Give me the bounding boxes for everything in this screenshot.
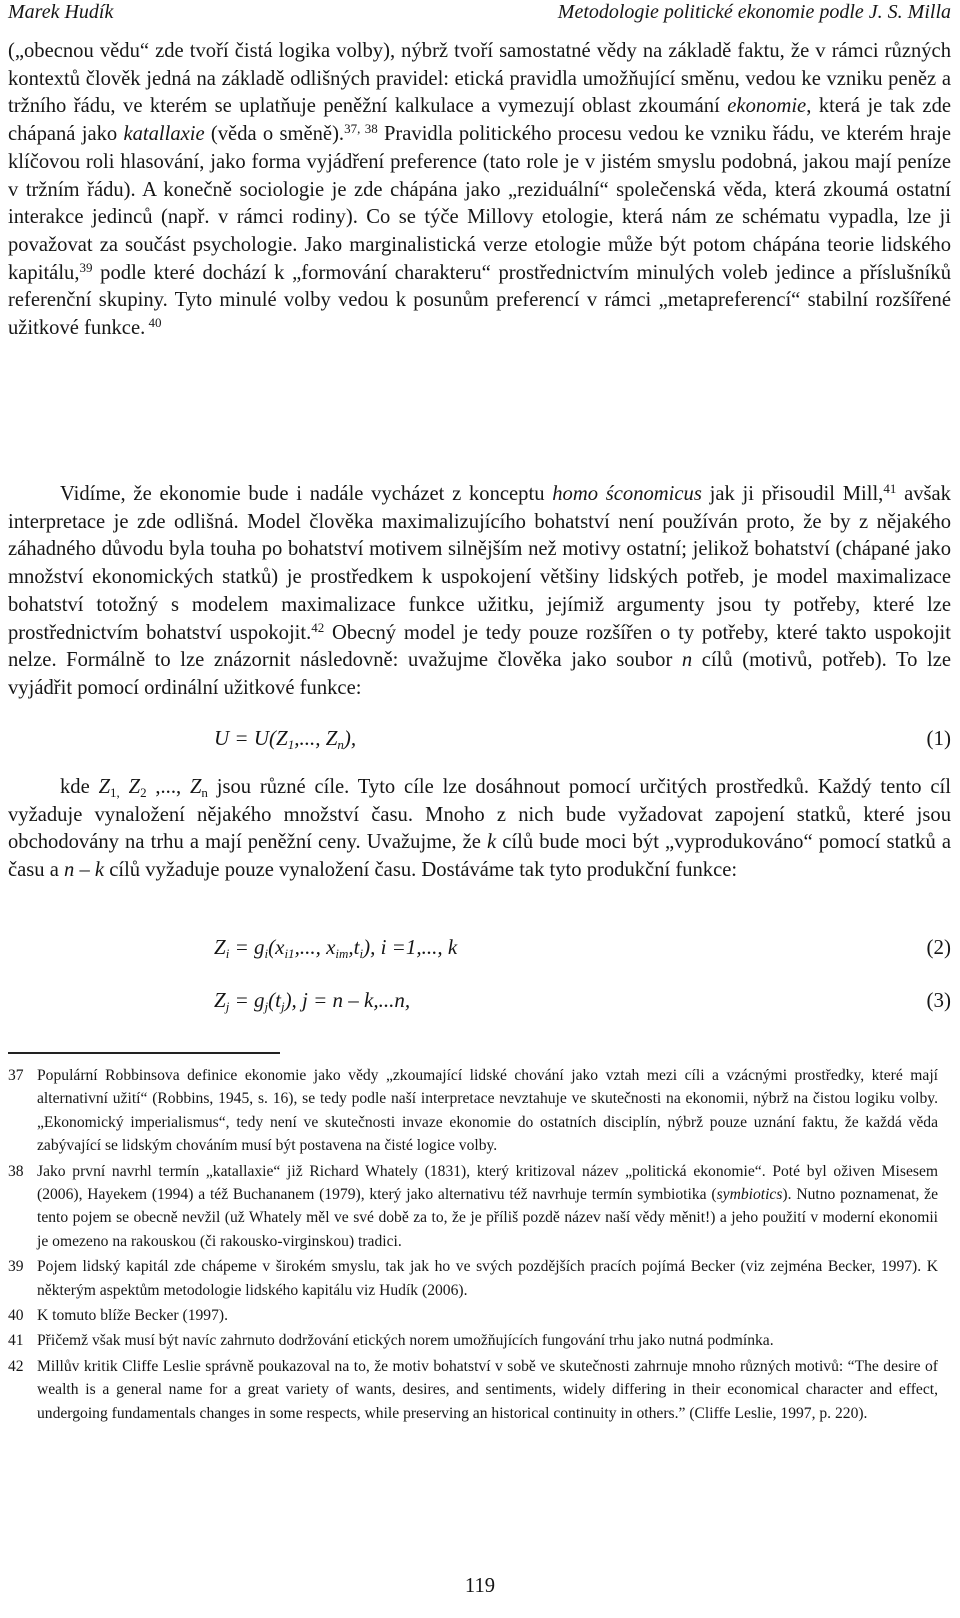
equation-3-formula xyxy=(214,985,410,1015)
eq-subscript: j xyxy=(225,998,230,1014)
math-var: Z xyxy=(98,776,111,798)
text-segment: jsou různé cíle. Tyto cíle lze dosáhnout pomocí určitých prostředků. Každý tento cíl vyžaduje vynaložení nějakého množství času. Mnoho z nich bude vyžadovat zapojení statků, které jsou obchodovány na trhu a mají peněžní ceny. Uvažujme, že xyxy=(8,776,951,854)
math-subscript: n xyxy=(201,784,208,800)
footnote-number: 40 xyxy=(8,1307,24,1325)
eq-part: U = U(Z xyxy=(214,726,288,750)
eq-part: (x xyxy=(268,935,285,959)
equation-1-number: (1) xyxy=(926,726,951,750)
eq-part: Z xyxy=(214,988,226,1012)
text-segment: (věda o směně). xyxy=(204,123,345,146)
text-segment: ). Nutno poznamenat, že tento pojem se obecně nevžil (už Whately měl ve své době za to, že je příliš pozdě název naší vědy měnit!) a jeho použití v moderní ekonomii je omezeno na rakouskou (či rakousko-virginskou) tradici. xyxy=(37,1186,938,1250)
footnote-38 xyxy=(8,1160,938,1254)
footnote-ref[interactable]: 37, 38 xyxy=(344,120,378,136)
text-segment: Pravidla politického procesu vedou ke vzniku řádu, ve kterém hraje klíčovou roli hlasování, jako forma vyjádření preference (tato role je v jistém smyslu podobná, jakou mají peníze v tržním řádu). A konečně sociologie je zde chápána jako „reziduální“ společenská věda, která zkoumá ostatní interakce jedinců (např. v rámci rodiny). Co se týče Millovy etologie, která nám ze schématu vypadla, lze ji považovat za součást psychologie. Jako marginalistická verze etologie může být potom chápána teorie lidského kapitálu, xyxy=(8,123,951,284)
math-var: Z xyxy=(119,776,141,798)
footnote-37 xyxy=(8,1064,938,1158)
eq-subscript: i1 xyxy=(284,945,295,961)
footnote-text: Přičemž však musí být navíc zahrnuto dodržování etických norem umožňujících fungování trhu jako nutná podmínka. xyxy=(37,1332,774,1350)
footnote-text: Millův kritik Cliffe Leslie správně poukazoval na to, že motiv bohatství v sobě ve skutečnosti zahrnuje mnoho různých motivů: “The desire of wealth is a general name for a great variety of wants, desires, and sentiments, widely differing in their economical character and effect, undergoing fundamentals changes in some respects, while preserving an historical continuity in others.” (Cliffe Leslie, 1997, p. 220). xyxy=(37,1357,938,1422)
eq-subscript: j xyxy=(264,998,269,1014)
body-paragraph-1 xyxy=(8,38,951,343)
footnote-number: 37 xyxy=(8,1067,24,1084)
body-paragraph-2 xyxy=(8,481,951,703)
eq-part: ,..., x xyxy=(294,935,336,959)
eq-part: ), i =1,..., k xyxy=(363,935,458,959)
italic-term: homo śconomicus xyxy=(552,483,702,505)
footnote-ref[interactable]: 41 xyxy=(883,480,897,496)
page-number: 119 xyxy=(464,1575,496,1597)
footnote-ref[interactable]: 42 xyxy=(311,619,325,635)
running-header xyxy=(8,0,951,26)
eq-subscript: 1 xyxy=(287,736,295,752)
math-var: Z xyxy=(189,776,202,798)
eq-part: ,..., Z xyxy=(294,726,338,750)
footnote-text: Populární Robbinsova definice ekonomie jako vědy „zkoumající lidské chování jako vztah mezi cíli a vzácnými prostředky, které mají alternativní užití“ (Robbins, 1945, s. 16), se tedy podle naší interpretace nevztahuje ve skutečnosti na ekonomii, nýbrž na čistou logiku volby. „Ekonomický imperialismus“, tedy není ve skutečnosti invaze ekonomie do ostatních disciplín, nýbrž pouze uznání faktu, že každá věda zabývající se lidským chováním musí být postavena na čisté logice volby. xyxy=(37,1067,938,1155)
eq-subscript: n xyxy=(337,736,344,752)
footnotes xyxy=(8,1064,938,1427)
footnote-42 xyxy=(8,1355,938,1425)
footnote-40 xyxy=(8,1304,938,1327)
footnote-number: 39 xyxy=(8,1258,24,1276)
math-subscript: 1, xyxy=(110,784,120,800)
eq-subscript: i xyxy=(225,945,230,961)
equation-2 xyxy=(0,932,951,966)
equation-3-number: (3) xyxy=(926,988,951,1012)
text-segment: jak ji přisoudil Mill, xyxy=(701,483,884,505)
footnote-number: 41 xyxy=(8,1332,24,1350)
footnote-number: 42 xyxy=(8,1357,24,1375)
header-title: Metodologie politické ekonomie podle J. S. Milla xyxy=(557,1,951,23)
footnote-ref[interactable]: 39 xyxy=(79,259,93,275)
italic-term: katallaxie xyxy=(123,123,205,146)
eq-part: ,t xyxy=(348,935,360,959)
eq-part: ), j = n – k,...n, xyxy=(284,988,411,1012)
footnote-text: Pojem lidský kapitál zde chápeme v širokém smyslu, tak jak ho ve svých pozdějších pracích pojímá Becker (viz zejména Becker, 1997). K některým aspektům metodologie lidského kapitálu viz Hudík (2006). xyxy=(37,1258,938,1299)
text-segment: Jako první navrhl termín „katallaxie“ již Richard Whately (1831), který kritizoval název „politická ekonomie“. Poté byl oživen Misesem (2006), Hayekem (1994) a též Buchananem (1979), který jako alternativu též navrhuje termín symbiotika ( xyxy=(37,1162,938,1204)
footnote-text: K tomuto blíže Becker (1997). xyxy=(37,1307,228,1325)
eq-subscript: i xyxy=(359,945,364,961)
text-segment: cílů (motivů, potřeb). To lze vyjádřit pomocí ordinální užitkové funkce: xyxy=(8,649,951,699)
text-segment: Obecný model je tedy pouze rozšířen o ty potřeby, které takto uspokojit nelze. Formálně to lze znázornit následovně: uvažujme člověka jako soubor xyxy=(8,621,951,672)
equation-2-formula xyxy=(214,932,457,962)
text-segment: kde xyxy=(60,776,99,798)
equation-2-number: (2) xyxy=(926,935,951,959)
text-segment: ,..., xyxy=(146,776,190,798)
footnote-ref[interactable]: 40 xyxy=(145,314,162,330)
text-segment: („obecnou vědu“ zde tvoří čistá logika volby), nýbrž tvoří samostatné vědy na základě faktu, že v rámci různých kontextů člověk jedná na základě odlišných pravidel: etická pravidla umožňující směnu, vedou ke vzniku peněz a tržního řádu, ve kterém se uplatňuje peněžní kalkulace a vymezují oblast zkoumání xyxy=(8,40,951,118)
header-author: Marek Hudík xyxy=(8,1,114,23)
eq-subscript: j xyxy=(280,998,285,1014)
italic-term: n xyxy=(681,649,693,672)
equation-1-formula xyxy=(214,723,356,753)
math-var: n – k xyxy=(64,859,105,882)
eq-part: ), xyxy=(343,726,357,750)
text-segment: podle které dochází k „formování charakteru“ prostřednictvím minulých voleb jedince a příslušníků referenční skupiny. Tyto minulé volby vedou k posunům preferencí v rámci „metapreferencí“ stabilní rozšířené užitkové funkce. xyxy=(8,261,951,340)
footnote-text xyxy=(37,1160,938,1254)
text-segment: Vidíme, že ekonomie bude i nadále vycházet z konceptu xyxy=(60,483,553,505)
text-segment: cílů bude moci být „vyprodukováno“ pomocí statků a času a xyxy=(8,831,951,882)
eq-part: = g xyxy=(229,935,265,959)
body-paragraph-3 xyxy=(8,774,951,885)
eq-part: = g xyxy=(229,988,265,1012)
text-segment: cílů vyžaduje pouze vynaložení času. Dostáváme tak tyto produkční funkce: xyxy=(104,859,738,882)
math-var: k xyxy=(487,831,497,854)
equation-1 xyxy=(0,723,951,757)
eq-subscript: i xyxy=(264,945,269,961)
equation-3 xyxy=(0,985,951,1019)
italic-term: ekonomie xyxy=(727,95,807,118)
text-segment: , která je tak zde chápaná jako xyxy=(8,95,952,146)
text-segment: avšak interpretace je zde odlišná. Model člověka maximalizujícího bohatství není používán proto, že by z nějakého záhadného důvodu byla touha po bohatství motivem silnějším než motivy ostatní; jelikož bohatství (chápané jako množství ekonomických statků) je prostředkem k uspokojení většiny lidských potřeb, je model maximalizace bohatství totožný s modelem maximalizace funkce užitku, jejímiž argumenty jsou ty potřeby, které lze prostřednictvím bohatství uspokojit. xyxy=(8,483,951,644)
footnote-41 xyxy=(8,1329,938,1352)
footnote-number: 38 xyxy=(8,1162,24,1180)
eq-subscript: im xyxy=(335,945,349,961)
eq-part: (t xyxy=(268,988,281,1012)
italic-term: symbiotics xyxy=(716,1186,783,1204)
footnote-39 xyxy=(8,1255,938,1302)
footnote-separator xyxy=(8,1052,280,1054)
math-subscript: 2 xyxy=(140,784,147,800)
eq-part: Z xyxy=(214,935,226,959)
